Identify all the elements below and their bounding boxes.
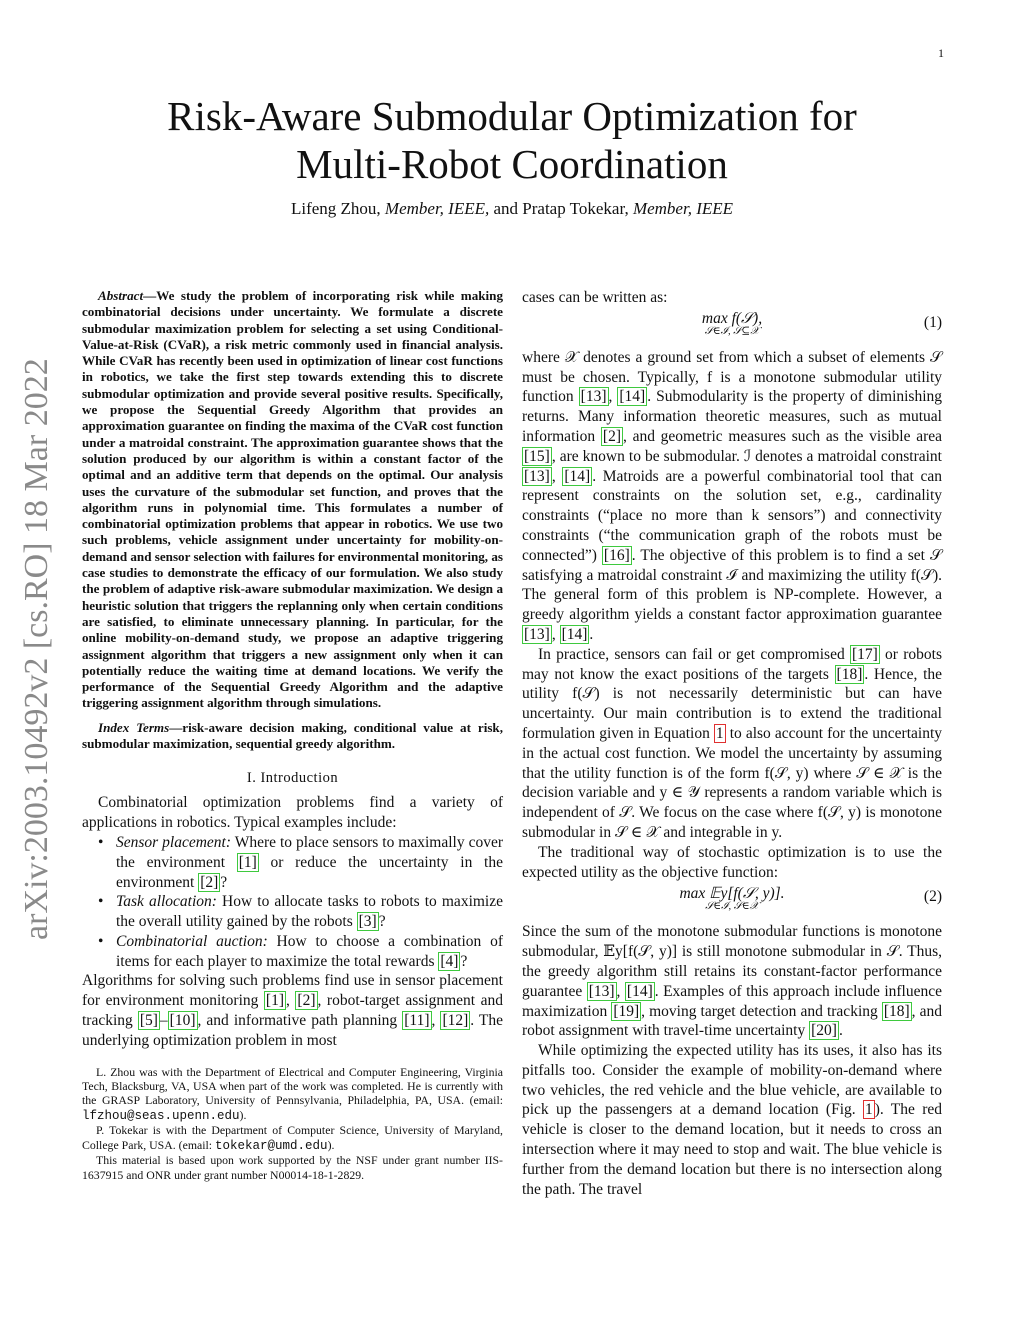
citation-link[interactable]: [12] <box>442 1012 469 1030</box>
citation-link[interactable]: [16] <box>603 546 630 564</box>
footnote-tokekar: P. Tokekar is with the Department of Computer Science, University of Maryland, College Park, USA. (email: tokekar@umd.edu). <box>82 1123 503 1153</box>
title-line-1: Risk-Aware Submodular Optimization for <box>167 93 857 139</box>
citation-link[interactable]: [13] <box>524 467 550 485</box>
right-paragraph-4: Since the sum of the monotone submodular functions is monotone submodular, 𝔼y[f(𝒮, y)] is still monotone submodular in 𝒮. Thus, the greedy algorithm still retains its constant-factor performance guarantee [13] , [14] . Examples of this approach include influence maximization [19] , moving target detection and tracking [18] , and robot assignment with travel-time uncertainty [20] . <box>522 923 942 1040</box>
email-link[interactable]: tokekar@umd.edu <box>215 1138 328 1153</box>
right-paragraph-5: While optimizing the expected utility has its uses, it also has its pitfalls too. Consider the example of mobility-on-demand where two vehicles, the red vehicle and the blue vehicle, are available to pick up the passengers at a demand location (Fig. 1 ). The red vehicle is closer to the demand location, but it needs to cross an intersection where it may need to stop and wait. The blue vehicle is further from the demand location but there is no intersection along the path. The travel <box>522 1042 942 1198</box>
arxiv-watermark: arXiv:2003.10492v2 [cs.RO] 18 Mar 2022 <box>18 358 55 940</box>
author-2-role: Member, IEEE <box>632 199 734 218</box>
footnote-zhou: L. Zhou was with the Department of Electrical and Computer Engineering, Virginia Tech, Blacksburg, VA, USA when part of the work was completed. He is currently with the GRASP Laboratory, University of Pennsylvania, Philadelphia, PA, USA. (email: lfzhou@seas.upenn.edu). <box>82 1064 503 1123</box>
citation-link[interactable]: [14] <box>619 388 646 406</box>
title-line-2: Multi-Robot Coordination <box>296 141 728 187</box>
citation-link[interactable]: [2] <box>200 873 219 891</box>
citation-link[interactable]: [11] <box>404 1012 430 1030</box>
citation-link[interactable]: [1] <box>265 992 284 1010</box>
citation-link[interactable]: [13] <box>588 982 615 1000</box>
equation-1-number: (1) <box>923 313 942 331</box>
equation-link[interactable]: 1 <box>715 724 724 742</box>
author-line <box>0 199 1024 219</box>
section-heading-introduction: I. Introduction <box>246 770 339 787</box>
citation-link[interactable]: [13] <box>524 625 550 643</box>
right-paragraph-3: The traditional way of stochastic optimization is to use the expected utility as the objective function: <box>522 843 942 881</box>
citation-link[interactable]: [13] <box>580 388 607 406</box>
citation-link[interactable]: [18] <box>883 1002 910 1020</box>
intro-paragraph-2: Algorithms for solving such problems find use in sensor placement for environment monitoring [1] , [2] , robot-target assignment and tracking [5] – [10] , and informative path planning [11] , [12] . The underlying optimization problem in most <box>82 972 504 1049</box>
equation-2-subscript: 𝒮∈ℐ, 𝒮∈𝒳 <box>705 901 759 913</box>
list-item: • Sensor placement: Where to place sensors to maximally cover the environment [1] or reduce the uncertainty in the environment [2] ? <box>98 833 503 891</box>
citation-link[interactable]: [15] <box>524 447 550 465</box>
right-column <box>522 288 942 1199</box>
author-1-role: Member, IEEE, <box>384 199 490 218</box>
bullet-label: Combinatorial auction: <box>116 932 268 950</box>
citation-link[interactable]: [2] <box>602 427 621 445</box>
footnotes <box>82 1065 503 1182</box>
equation-1-expression: max f(𝒮), <box>701 309 763 327</box>
bullet-label: Sensor placement: <box>116 833 232 851</box>
figure-link[interactable]: 1 <box>864 1101 873 1119</box>
index-terms-text: —risk-aware decision making, conditional value at risk, submodular maximization, sequential greedy algorithm. <box>82 719 503 752</box>
email-link[interactable]: lfzhou@seas.upenn.edu <box>82 1108 240 1123</box>
equation-1-subscript: 𝒮∈ℐ, 𝒮⊆𝒳 <box>704 325 760 337</box>
citation-link[interactable]: [17] <box>851 645 878 663</box>
index-terms <box>82 720 503 753</box>
citation-link[interactable]: [1] <box>238 853 257 871</box>
equation-2 <box>522 882 942 922</box>
left-column <box>82 288 503 1182</box>
intro-paragraph-1: Combinatorial optimization problems find a variety of applications in robotics. Typical examples include: <box>82 794 503 832</box>
list-item: • Combinatorial auction: How to choose a combination of items for each player to maximize the total rewards [4] ? <box>98 932 503 970</box>
footnote-funding: This material is based upon work supported by the NSF under grant number IIS-1637915 and ONR under grant number N00014-18-1-2829. <box>82 1153 503 1182</box>
citation-link[interactable]: [14] <box>626 982 653 1000</box>
equation-2-expression: max 𝔼y[f(𝒮, y)]. <box>679 885 785 903</box>
equation-1 <box>522 308 942 348</box>
list-item: • Task allocation: How to allocate tasks to robots to maximize the overall utility gained by the robots [3] ? <box>98 893 503 931</box>
abstract <box>82 288 503 712</box>
paper-title <box>0 92 1024 188</box>
citation-link[interactable]: [2] <box>297 992 316 1010</box>
citation-link[interactable]: [18] <box>836 665 863 683</box>
citation-link[interactable]: [20] <box>811 1022 837 1040</box>
citation-link[interactable]: [14] <box>564 467 591 485</box>
author-1: Lifeng Zhou, <box>290 199 381 218</box>
abstract-label: Abstract <box>98 288 144 303</box>
citation-link[interactable]: [19] <box>613 1002 640 1020</box>
examples-list <box>82 833 503 972</box>
right-paragraph-0: cases can be written as: <box>522 289 668 306</box>
author-conjunction: and <box>493 199 519 218</box>
right-paragraph-1: where 𝒳 denotes a ground set from which a subset of elements 𝒮 must be chosen. Typically, f is a monotone submodular utility function [13] , [14] . Submodularity is the property of diminishing returns. Many information theoretic measures, such as mutual information [2] , and geometric measures such as the visible area [15] , are known to be submodular. ℐ denotes a matroidal constraint [13] , [14] . Matroids are a powerful combinatorial tool that can represent constraints on the solution set, e.g., cardinality constraints (“place no more than k sensors”) and connectivity constraints (“the communication graph of the robots must be connected”) [16] . The objective of this problem is to find a set 𝒮 satisfying a matroidal constraint ℐ and maximizing the utility f(𝒮). The general form of this problem is NP-complete. However, a greedy algorithm yields a constant factor approximation guarantee [13] , [14] . <box>522 348 943 643</box>
index-terms-label: Index Terms <box>98 719 170 735</box>
bullet-label: Task allocation: <box>116 893 217 911</box>
author-2: Pratap Tokekar, <box>522 199 629 218</box>
citation-link[interactable]: [14] <box>561 625 588 643</box>
citation-link[interactable]: [3] <box>358 913 377 931</box>
citation-link[interactable]: [5] <box>139 1012 158 1030</box>
equation-2-number: (2) <box>923 888 942 906</box>
citation-link[interactable]: [4] <box>440 952 459 970</box>
citation-link[interactable]: [10] <box>169 1012 196 1030</box>
abstract-text: —We study the problem of incorporating risk while making combinatorial decisions under uncertainty. We formulate a discrete submodular maximization problem for selecting a set using Conditional-Value-at-Risk (CVaR), a risk metric commonly used in financial analysis. While CVaR has recently been used in optimization of linear cost functions in robotics, we take the first step towards extending this to discrete submodular optimization and provide several positive results. Specifically, we propose the Sequential Greedy Algorithm that provides an approximation guarantee on finding the maxima of the CVaR cost function under a matroidal constraint. The approximation guarantee shows that the solution produced by our algorithm is within a constant factor of the optimal and an additive term that depends on the optimal. Our analysis uses the curvature of the submodular set function, and proves that the algorithm runs in polynomial time. This formulates a number of combinatorial optimization problems that appear in robotics. We use two such problems, vehicle assignment under uncertainty for mobility-on-demand and sensor selection with failures for environmental monitoring, as case studies to demonstrate the efficacy of our formulation. We also study the problem of adaptive risk-aware submodular maximization. We design a heuristic solution that triggers the replanning only when certain conditions are satisfied, to eliminate unnecessary planning. In particular, for the online mobility-on-demand study, we propose an adaptive triggering assignment algorithm that triggers a new assignment only when it can potentially reduce the waiting time at demand locations. We verify the performance of the Sequential Greedy Algorithm and the adaptive triggering assignment algorithm through simulations. <box>82 288 503 711</box>
page-number: 1 <box>938 46 944 60</box>
right-paragraph-2: In practice, sensors can fail or get compromised [17] or robots may not know the exact positions of the targets [18] . Hence, the utility f(𝒮) is not necessarily deterministic but can have uncertainty. Our main contribution is to extend the traditional formulation given in Equation 1 to also account for the uncertainty in the actual cost function. We model the uncertainty by assuming that the utility function is of the form f(𝒮, y) where 𝒮 ∈ 𝒳 is the decision variable and y ∈ 𝒴 represents a random variable which is independent of 𝒮. We focus on the case where f(𝒮, y) is monotone submodular in 𝒮 ∈ 𝒳 and integrable in y. <box>522 645 942 841</box>
